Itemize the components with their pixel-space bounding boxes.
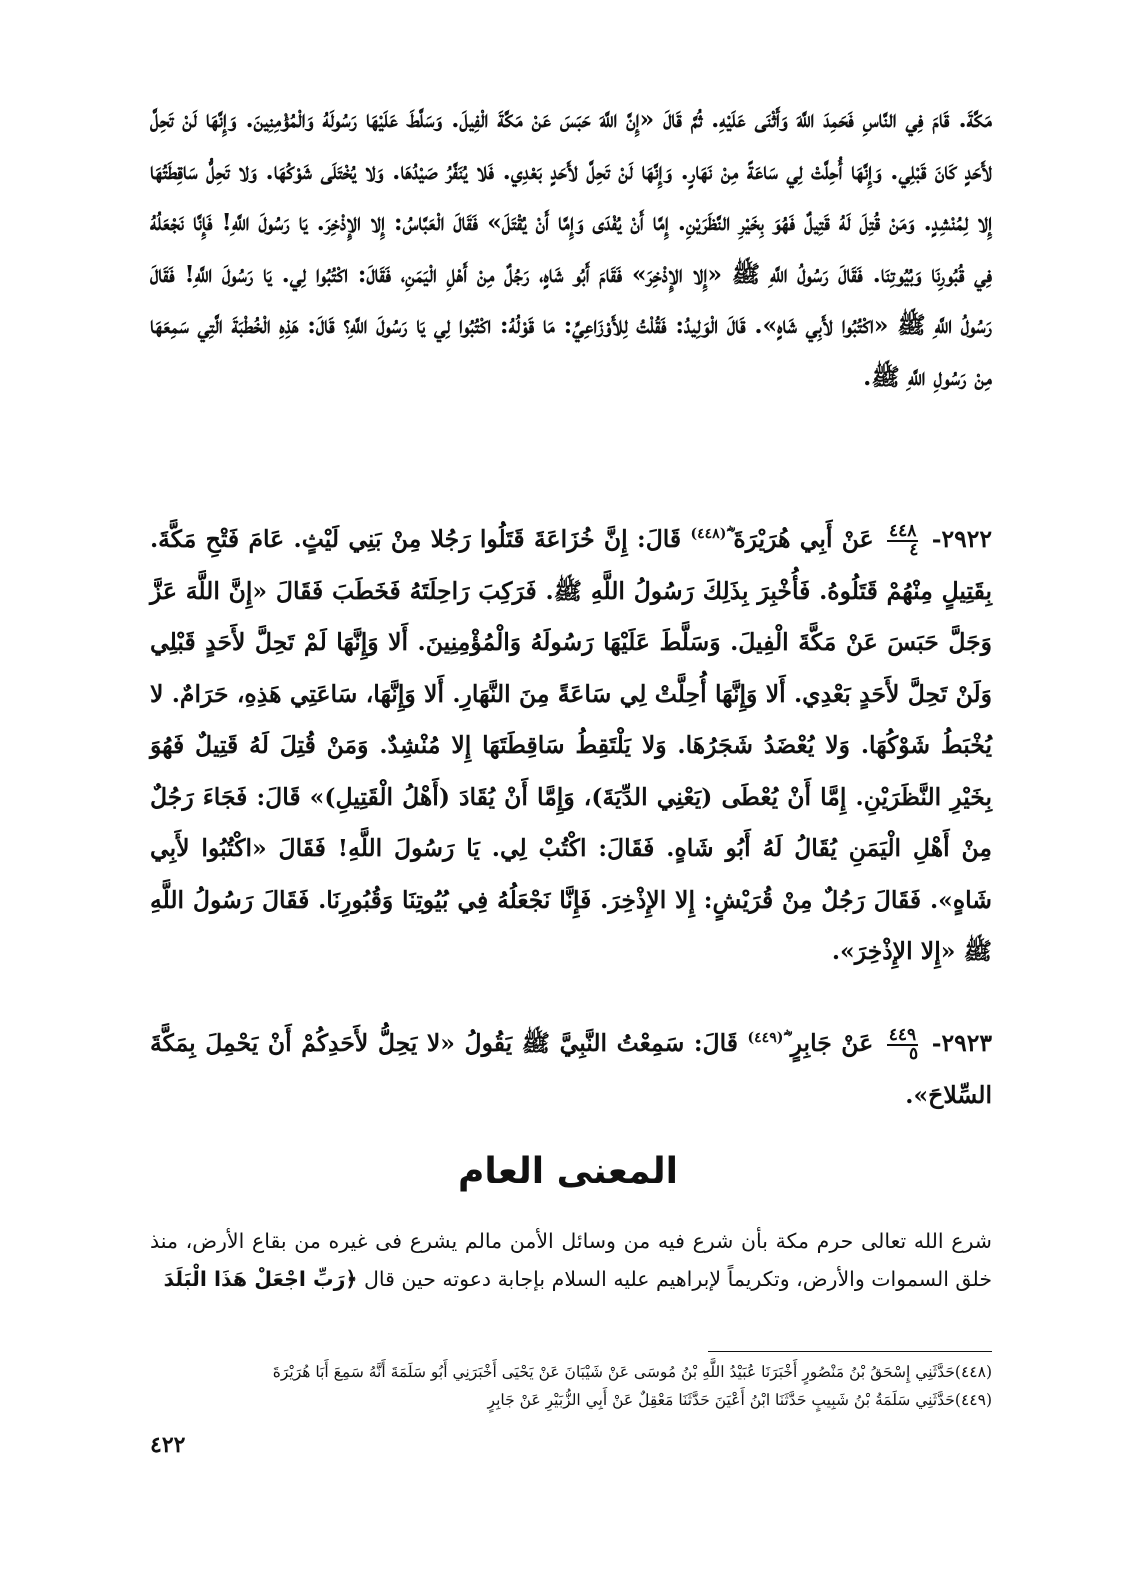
footnotes bbox=[150, 1358, 992, 1414]
hadith-continuation bbox=[150, 94, 992, 403]
footnote-448: (٤٤٨)حَدَّثَنِي إِسْحَقُ بْنُ مَنْصُورٍ أَخْبَرَنَا عُبَيْدُ اللَّهِ بْنُ مُوسَى عَنْ شَيْبَانَ عَنْ يَحْيَى أَخْبَرَنِي أَبُو سَلَمَةَ أَنَّهُ سَمِعَ أَبَا هُرَيْرَةَ bbox=[272, 1363, 992, 1381]
hadith-continuation-text: مَكَّةَ. قَامَ فِي النَّاسِ فَحَمِدَ اللَّهَ وَأَثْنَى عَلَيْهِ. ثُمَّ قَالَ «إِنَّ اللَّهَ حَبَسَ عَنْ مَكَّةَ الْفِيلَ. وَسَلَّطَ عَلَيْهَا رَسُولَهُ وَالْمُؤْمِنِينَ. وَإِنَّهَا لَنْ تَحِلَّ لأَحَدٍ كَانَ قَبْلِي. وَإِنَّهَا أُحِلَّتْ لِي سَاعَةً مِنْ نَهَارٍ. وَإِنَّهَا لَنْ تَحِلَّ لأَحَدٍ بَعْدِي. فَلا يُنَفَّرُ صَيْدُهَا. وَلا يُخْتَلَى شَوْكُهَا. وَلا تَحِلُّ سَاقِطَتُهَا إِلا لِمُنْشِدٍ. وَمَنْ قُتِلَ لَهُ قَتِيلٌ فَهُوَ بِخَيْرِ النَّظَرَيْنِ. إِمَّا أَنْ يُفْدَى وَإِمَّا أَنْ يُقْتَلَ» فَقَالَ الْعَبَّاسُ: إِلا الإِذْخِرَ. يَا رَسُولَ اللَّهِ! فَإِنَّا نَجْعَلُهُ فِي قُبُورِنَا وَبُيُوتِنَا. فَقَالَ رَسُولُ اللَّهِ ﷺ «إِلا الإِذْخِرَ» فَقَامَ أَبُو شَاهٍ، رَجُلٌ مِنْ أَهْلِ الْيَمَنِ، فَقَالَ: اكْتُبُوا لِي. يَا رَسُولَ اللَّهِ! فَقَالَ رَسُولُ اللَّهِ ﷺ «اكْتُبُوا لأَبِي شَاهٍ». قَالَ الْوَلِيدُ: فَقُلْتُ لِلأَوْزَاعِيِّ: مَا قَوْلُهُ: اكْتُبُوا لِي يَا رَسُولَ اللَّهِ؟ قَالَ: هَذِهِ الْخُطْبَةَ الَّتِي سَمِعَهَا مِنْ رَسُولِ اللَّهِ ﷺ. bbox=[150, 105, 992, 391]
footnote-reference: (٤٤٩) bbox=[747, 1030, 784, 1047]
fraction-numerator: ٤٤٨ bbox=[889, 520, 917, 541]
hadith-number: ٢٩٢٣- bbox=[931, 1029, 992, 1057]
footnote-449: (٤٤٩)حَدَّثَنِي سَلَمَةُ بْنُ شَبِيبٍ حَدَّثَنَا ابْنُ أَعْيَنَ حَدَّثَنَا مَعْقِلٌ عَنْ أَبِي الزُّبَيْرِ عَنْ جَابِرٍ bbox=[487, 1391, 992, 1409]
cross-reference-fraction bbox=[887, 520, 919, 560]
quran-quote: ﴿رَبِّ اجْعَلْ هَذَا الْبَلَدَ bbox=[163, 1267, 358, 1291]
section-body bbox=[150, 1222, 992, 1298]
footnote-reference: (٤٤٨) bbox=[690, 526, 727, 543]
hadith-2923 bbox=[150, 1018, 992, 1121]
hadith-text: قَالَ: إِنَّ خُزَاعَةَ قَتَلُوا رَجُلا مِنْ بَنِي لَيْثٍ. عَامَ فَتْحِ مَكَّةَ. بِقَتِيلٍ مِنْهُمْ قَتَلُوهُ. فَأُخْبِرَ بِذَلِكَ رَسُولُ اللَّهِ ﷺ. فَرَكِبَ رَاحِلَتَهُ فَخَطَبَ فَقَالَ «إِنَّ اللَّهَ عَزَّ وَجَلَّ حَبَسَ عَنْ مَكَّةَ الْفِيلَ. وَسَلَّطَ عَلَيْهَا رَسُولَهُ وَالْمُؤْمِنِينَ. أَلا وَإِنَّهَا لَمْ تَحِلَّ لأَحَدٍ قَبْلِي وَلَنْ تَحِلَّ لأَحَدٍ بَعْدِي. أَلا وَإِنَّهَا أُحِلَّتْ لِي سَاعَةً مِنَ النَّهَارِ. أَلا وَإِنَّهَا، سَاعَتِي هَذِهِ، حَرَامٌ. لا يُخْبَطُ شَوْكُهَا. وَلا يُعْضَدُ شَجَرُهَا. وَلا يَلْتَقِطُ سَاقِطَتَهَا إِلا مُنْشِدٌ. وَمَنْ قُتِلَ لَهُ قَتِيلٌ فَهُوَ بِخَيْرِ النَّظَرَيْنِ. إِمَّا أَنْ يُعْطَى (يَعْنِي الدِّيَةَ)، وَإِمَّا أَنْ يُقَادَ (أَهْلُ الْقَتِيلِ)» قَالَ: فَجَاءَ رَجُلٌ مِنْ أَهْلِ الْيَمَنِ يُقَالُ لَهُ أَبُو شَاهٍ. فَقَالَ: اكْتُبْ لِي. يَا رَسُولَ اللَّهِ! فَقَالَ «اكْتُبُوا لأَبِي شَاهٍ». فَقَالَ رَجُلٌ مِنْ قُرَيْشٍ: إِلا الإِذْخِرَ. فَإِنَّا نَجْعَلُهُ فِي بُيُوتِنَا وَقُبُورِنَا. فَقَالَ رَسُولُ اللَّهِ ﷺ «إِلا الإِذْخِرَ». bbox=[150, 525, 992, 965]
hadith-text: قَالَ: سَمِعْتُ النَّبِيَّ ﷺ يَقُولُ «لا يَحِلُّ لأَحَدِكُمْ أَنْ يَحْمِلَ بِمَكَّةَ السِّلاحَ». bbox=[150, 1029, 992, 1109]
page-number: ٤٢٢ bbox=[150, 1432, 186, 1458]
section-heading: المعنى العام bbox=[457, 1151, 679, 1192]
cross-reference-fraction bbox=[887, 1024, 919, 1064]
fraction-denominator: ٤ bbox=[909, 539, 919, 560]
hadith-narrator: عَنْ جَابِرٍ ؓ bbox=[783, 1029, 874, 1057]
hadith-number: ٢٩٢٢- bbox=[931, 525, 993, 553]
hadith-narrator: عَنْ أَبِي هُرَيْرَةَ ؓ bbox=[726, 525, 874, 553]
hadith-2922 bbox=[150, 514, 992, 978]
footnote-divider bbox=[708, 1351, 992, 1352]
fraction-denominator: ٥ bbox=[909, 1043, 919, 1064]
section-text: شرع الله تعالى حرم مكة بأن شرع فيه من وسائل الأمن مالم يشرع فى غيره من بقاع الأرض، منذ خلق السموات والأرض، وتكريماً لإبراهيم عليه السلام بإجابة دعوته حين قال bbox=[150, 1229, 992, 1291]
fraction-numerator: ٤٤٩ bbox=[888, 1024, 917, 1045]
